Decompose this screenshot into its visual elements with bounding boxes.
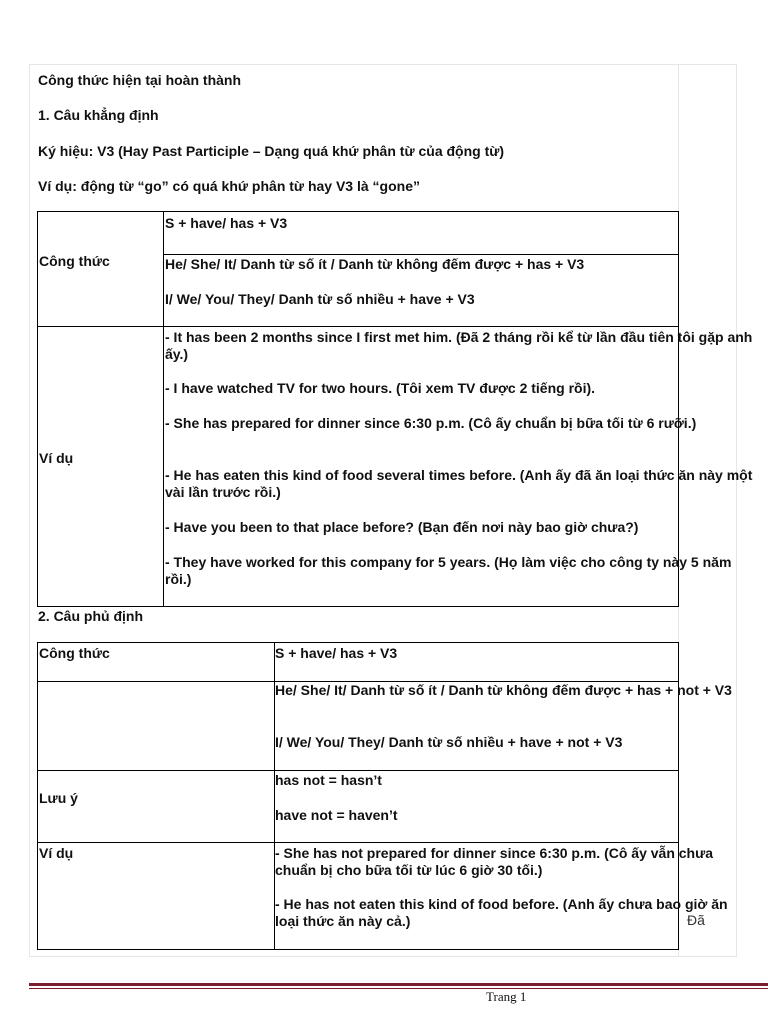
table1-example-1: - It has been 2 months since I first met him. (Đã 2 tháng rồi kể từ lần đầu tiên tôi gặp anh ấy.) — [165, 329, 753, 362]
table2-formula-label: Công thức — [39, 645, 110, 661]
table1-formula-line-2: He/ She/ It/ Danh từ số ít / Danh từ không đếm được + has + V3 — [165, 256, 585, 272]
page-title: Công thức hiện tại hoàn thành — [38, 72, 242, 88]
table2-note-line-1: has not = hasn’t — [275, 772, 382, 788]
table1-example-4: - He has eaten this kind of food several times before. (Anh ấy đã ăn loại thức ăn này một vài lần trước rồi.) — [165, 467, 753, 500]
page-number: Trang 1 — [486, 989, 527, 1004]
table2-note-label: Lưu ý — [39, 790, 78, 806]
table2-note-line-2: have not = haven’t — [275, 807, 398, 823]
section2-heading: 2. Câu phủ định — [38, 608, 143, 624]
footer-rule-thin — [29, 988, 768, 989]
table1-examples-label: Ví dụ — [39, 450, 74, 466]
table2-example-1: - She has not prepared for dinner since 6:30 p.m. (Cô ấy vẫn chưa chuẩn bị cho bữa tối từ lúc 6 giờ 30 tối.) — [275, 845, 714, 878]
stray-text: Đã — [687, 912, 705, 928]
table1-formula-line-3: I/ We/ You/ They/ Danh từ số nhiều + have + V3 — [165, 291, 475, 307]
table2-example-2: - He has not eaten this kind of food before. (Anh ấy chưa bao giờ ăn loại thức ăn này cả.) — [275, 896, 728, 929]
symbol-line: Ký hiệu: V3 (Hay Past Participle – Dạng quá khứ phân từ của động từ) — [38, 143, 505, 159]
table1-formula-label: Công thức — [39, 253, 110, 269]
table2-empty-cell — [38, 682, 275, 771]
table2-formula-line-2: He/ She/ It/ Danh từ số ít / Danh từ không đếm được + has + not + V3 — [275, 682, 732, 698]
table1-example-3: - She has prepared for dinner since 6:30 p.m. (Cô ấy chuẩn bị bữa tối từ 6 rưỡi.) — [165, 415, 697, 431]
table2-formula-line-1: S + have/ has + V3 — [275, 645, 398, 661]
example-intro: Ví dụ: động từ “go” có quá khứ phân từ hay V3 là “gone” — [38, 178, 420, 194]
table2-examples-label: Ví dụ — [39, 845, 74, 861]
table1-example-5: - Have you been to that place before? (Bạn đến nơi này bao giờ chưa?) — [165, 519, 639, 535]
table1-example-2: - I have watched TV for two hours. (Tôi xem TV được 2 tiếng rồi). — [165, 380, 596, 396]
section1-heading: 1. Câu khẳng định — [38, 107, 159, 123]
table1-formula-line-1: S + have/ has + V3 — [165, 215, 288, 231]
footer-rule-thick — [29, 983, 768, 986]
table2-formula-line-3: I/ We/ You/ They/ Danh từ số nhiều + have + not + V3 — [275, 734, 623, 750]
table1-example-6: - They have worked for this company for 5 years. (Họ làm việc cho công ty này 5 năm rồi.) — [165, 554, 732, 587]
